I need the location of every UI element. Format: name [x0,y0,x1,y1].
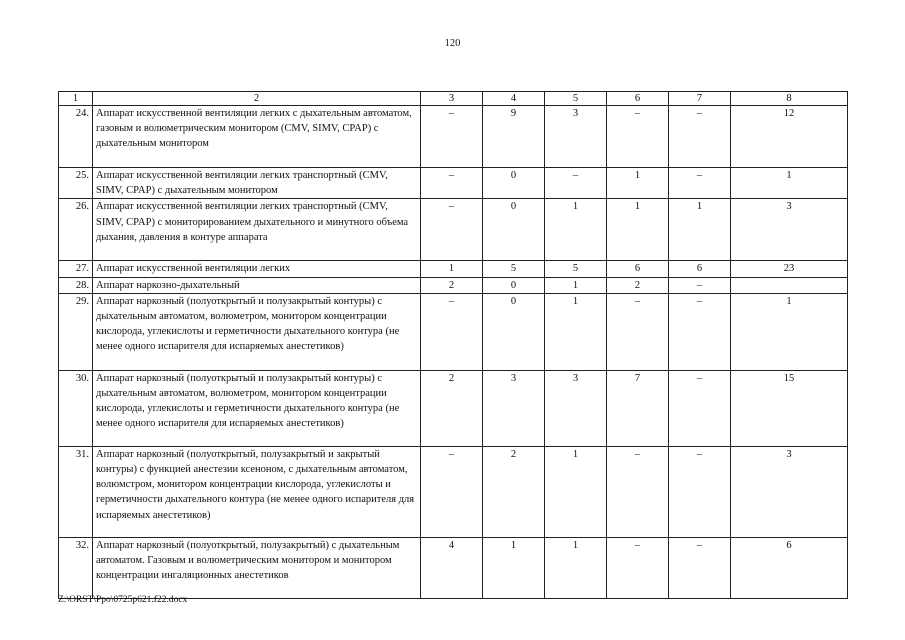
cell-col4: 1 [483,537,545,598]
cell-col6: 2 [607,277,669,293]
cell-col3: – [421,168,483,199]
cell-col6: – [607,537,669,598]
cell-col8: 1 [731,168,848,199]
cell-col7: – [669,277,731,293]
table-row [59,293,848,370]
cell-col6: 7 [607,370,669,446]
cell-col4: 2 [483,446,545,537]
row-number: 27. [59,261,93,277]
cell-col7: – [669,106,731,168]
row-number: 31. [59,446,93,537]
cell-col5: – [545,168,607,199]
cell-col5: 1 [545,277,607,293]
cell-col7: – [669,537,731,598]
cell-col4: 0 [483,168,545,199]
column-header: 1 [59,92,93,106]
column-header: 7 [669,92,731,106]
row-number: 24. [59,106,93,168]
table-row [59,106,848,168]
column-header: 4 [483,92,545,106]
cell-col6: – [607,106,669,168]
table-row [59,168,848,199]
cell-col7: – [669,293,731,370]
equipment-table [58,91,848,599]
table-row [59,277,848,293]
column-header: 2 [93,92,421,106]
cell-col7: 1 [669,199,731,261]
row-number: 29. [59,293,93,370]
row-name: Аппарат искусственной вентиляции легких транспортный (CMV, SIMV, CPAP) с мониторированием дыхательного и минутного объема дыхания, давления в контуре аппарата [93,199,421,261]
cell-col8: 3 [731,446,848,537]
cell-col4: 5 [483,261,545,277]
cell-col8 [731,277,848,293]
column-header: 8 [731,92,848,106]
row-name: Аппарат искусственной вентиляции легких [93,261,421,277]
cell-col5: 5 [545,261,607,277]
row-name: Аппарат наркозный (полуоткрытый, полузакрытый) с дыхательным автоматом. Газовым и волюметрическим монитором и монитором концентрации ингаляционных анестетиков [93,537,421,598]
cell-col6: – [607,293,669,370]
cell-col8: 15 [731,370,848,446]
column-header: 3 [421,92,483,106]
row-name: Аппарат наркозный (полуоткрытый, полузакрытый и закрытый контуры) с функцией анестезии ксеноном, с дыхательным автоматом, волюмстром, монитором концентрации кислорода, углекислоты и герметичности дыхательного контура (не менее одного испарителя для испаряемых анестетиков) [93,446,421,537]
cell-col4: 0 [483,199,545,261]
cell-col3: 2 [421,370,483,446]
column-header-row [59,92,848,106]
row-name: Аппарат наркозно-дыхательный [93,277,421,293]
cell-col3: – [421,446,483,537]
cell-col7: – [669,446,731,537]
cell-col5: 1 [545,537,607,598]
cell-col3: – [421,293,483,370]
cell-col5: 3 [545,106,607,168]
cell-col7: – [669,168,731,199]
cell-col4: 0 [483,277,545,293]
row-number: 30. [59,370,93,446]
cell-col3: – [421,199,483,261]
document-file-path: Z:\ORST\Ppo\0725p621.f22.docx [58,595,188,605]
row-name: Аппарат искусственной вентиляции легких транспортный (CMV, SIMV, CPAP) с дыхательным монитором [93,168,421,199]
cell-col6: 1 [607,199,669,261]
row-number: 25. [59,168,93,199]
page-number: 120 [444,38,461,49]
row-name: Аппарат наркозный (полуоткрытый и полузакрытый контуры) с дыхательным автоматом, волюметром, монитором концентрации кислорода, углекислоты и герметичности дыхательного контура (не менее одного испарителя для испаряемых анестетиков) [93,370,421,446]
table-row [59,537,848,598]
row-number: 32. [59,537,93,598]
cell-col3: 2 [421,277,483,293]
table-row [59,446,848,537]
cell-col7: – [669,370,731,446]
cell-col8: 6 [731,537,848,598]
cell-col5: 3 [545,370,607,446]
cell-col5: 1 [545,293,607,370]
cell-col5: 1 [545,446,607,537]
cell-col4: 9 [483,106,545,168]
column-header: 6 [607,92,669,106]
cell-col4: 3 [483,370,545,446]
row-number: 28. [59,277,93,293]
cell-col3: 1 [421,261,483,277]
cell-col6: – [607,446,669,537]
row-number: 26. [59,199,93,261]
cell-col3: – [421,106,483,168]
row-name: Аппарат наркозный (полуоткрытый и полузакрытый контуры) с дыхательным автоматом, волюметром, монитором концентрации кислорода, углекислоты и герметичности дыхательного контура (не менее одного испарителя для испаряемых анестетиков) [93,293,421,370]
cell-col6: 6 [607,261,669,277]
cell-col4: 0 [483,293,545,370]
table-row [59,199,848,261]
table-row [59,261,848,277]
cell-col5: 1 [545,199,607,261]
cell-col6: 1 [607,168,669,199]
cell-col8: 3 [731,199,848,261]
column-header: 5 [545,92,607,106]
cell-col7: 6 [669,261,731,277]
cell-col8: 12 [731,106,848,168]
cell-col3: 4 [421,537,483,598]
cell-col8: 23 [731,261,848,277]
table-row [59,370,848,446]
cell-col8: 1 [731,293,848,370]
row-name: Аппарат искусственной вентиляции легких с дыхательным автоматом, газовым и волюметрическим монитором (CMV, SIMV, CPAP) с дыхательным монитором [93,106,421,168]
